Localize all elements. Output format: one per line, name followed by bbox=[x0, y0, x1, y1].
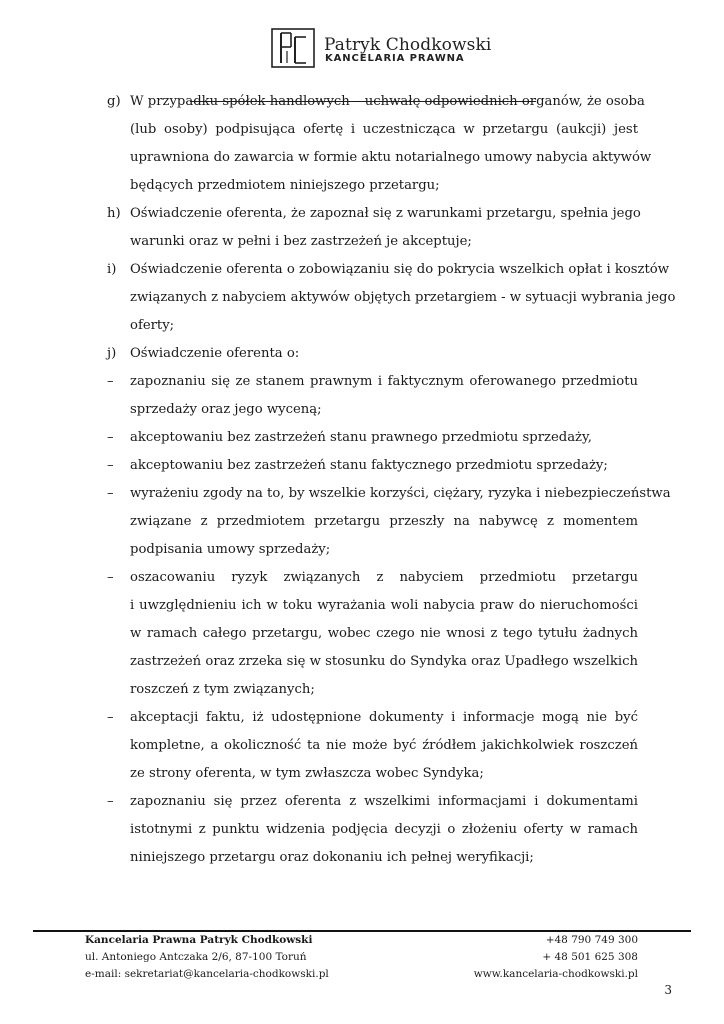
list-item-line: Oświadczenie oferenta o: bbox=[130, 346, 300, 361]
list-item-line: zapoznaniu się przez oferenta z wszelkimi informacjami i dokumentami bbox=[130, 794, 638, 809]
list-item-line: oszacowaniu ryzyk związanych z nabyciem przedmiotu przetargu bbox=[130, 570, 638, 585]
letterhead bbox=[0, 28, 724, 78]
list-item-line: Oświadczenie oferenta, że zapoznał się z warunkami przetargu, spełnia jego bbox=[130, 206, 641, 221]
list-item-line: warunki oraz w pełni i bez zastrzeżeń je akceptuje; bbox=[130, 234, 472, 249]
list-item-line: roszczeń z tym związanych; bbox=[130, 682, 315, 697]
list-item-line: podpisania umowy sprzedaży; bbox=[130, 542, 331, 557]
list-item-line: akceptacji faktu, iż udostępnione dokumenty i informacje mogą nie być bbox=[130, 710, 638, 725]
list-item-line: w ramach całego przetargu, wobec czego nie wnosi z tego tytułu żadnych bbox=[130, 626, 638, 641]
footer-website[interactable]: www.kancelaria-chodkowski.pl bbox=[473, 968, 638, 980]
list-item-line: sprzedaży oraz jego wyceną; bbox=[130, 402, 322, 417]
footer-phone-1[interactable]: +48 790 749 300 bbox=[545, 934, 638, 946]
list-item-line: W przypadku spółek handlowych – uchwałę odpowiednich organów, że osoba bbox=[130, 94, 645, 109]
pc-monogram-logo bbox=[271, 28, 315, 68]
list-item-line: (lub osoby) podpisująca ofertę i uczestnicząca w przetargu (aukcji) jest bbox=[130, 122, 638, 137]
list-marker: i) bbox=[107, 262, 117, 277]
footer-firm-name: Kancelaria Prawna Patryk Chodkowski bbox=[85, 934, 313, 946]
list-item-line: związane z przedmiotem przetargu przeszły na nabywcę z momentem bbox=[130, 514, 638, 529]
list-item-line: Oświadczenie oferenta o zobowiązaniu się do pokrycia wszelkich opłat i kosztów bbox=[130, 262, 670, 277]
dash-bullet: – bbox=[107, 374, 114, 389]
list-marker: g) bbox=[107, 94, 121, 109]
dash-bullet: – bbox=[107, 710, 114, 725]
dash-bullet: – bbox=[107, 570, 114, 585]
list-item-line: związanych z nabyciem aktywów objętych przetargiem - w sytuacji wybrania jego bbox=[130, 290, 676, 305]
dash-bullet: – bbox=[107, 794, 114, 809]
dash-bullet: – bbox=[107, 458, 114, 473]
list-item-line: zastrzeżeń oraz zrzeka się w stosunku do Syndyka oraz Upadłego wszelkich bbox=[130, 654, 638, 669]
list-item-line: akceptowaniu bez zastrzeżeń stanu faktycznego przedmiotu sprzedaży; bbox=[130, 458, 608, 473]
list-item-line: akceptowaniu bez zastrzeżeń stanu prawnego przedmiotu sprzedaży, bbox=[130, 430, 592, 445]
footer-phone-2[interactable]: + 48 501 625 308 bbox=[542, 951, 638, 963]
list-item-line: niniejszego przetargu oraz dokonaniu ich pełnej weryfikacji; bbox=[130, 850, 534, 865]
brand-subtitle: KANCELARIA PRAWNA bbox=[325, 53, 465, 64]
list-marker: h) bbox=[107, 206, 121, 221]
list-item-line: istotnymi z punktu widzenia podjęcia decyzji o złożeniu oferty w ramach bbox=[130, 822, 638, 837]
list-item-line: i uwzględnieniu ich w toku wyrażania woli nabycia praw do nieruchomości bbox=[130, 598, 638, 613]
list-item-line: uprawniona do zawarcia w formie aktu notarialnego umowy nabycia aktywów bbox=[130, 150, 652, 165]
list-item-line: kompletne, a okoliczność ta nie może być źródłem jakichkolwiek roszczeń bbox=[130, 738, 638, 753]
list-marker: j) bbox=[107, 346, 117, 361]
footer-email[interactable]: e-mail: sekretariat@kancelaria-chodkowski.pl bbox=[85, 968, 329, 980]
list-item-line: oferty; bbox=[130, 318, 175, 333]
list-item-line: zapoznaniu się ze stanem prawnym i faktycznym oferowanego przedmiotu bbox=[130, 374, 638, 389]
brand-name: Patryk Chodkowski bbox=[324, 35, 492, 55]
list-item-line: ze strony oferenta, w tym zwłaszcza wobec Syndyka; bbox=[130, 766, 484, 781]
page-number: 3 bbox=[664, 983, 672, 997]
list-item-line: będących przedmiotem niniejszego przetargu; bbox=[130, 178, 440, 193]
footer-address: ul. Antoniego Antczaka 2/6, 87-100 Toruń bbox=[85, 951, 307, 963]
dash-bullet: – bbox=[107, 486, 114, 501]
list-item-line: wyrażeniu zgody na to, by wszelkie korzyści, ciężary, ryzyka i niebezpieczeństwa bbox=[130, 486, 671, 501]
dash-bullet: – bbox=[107, 430, 114, 445]
